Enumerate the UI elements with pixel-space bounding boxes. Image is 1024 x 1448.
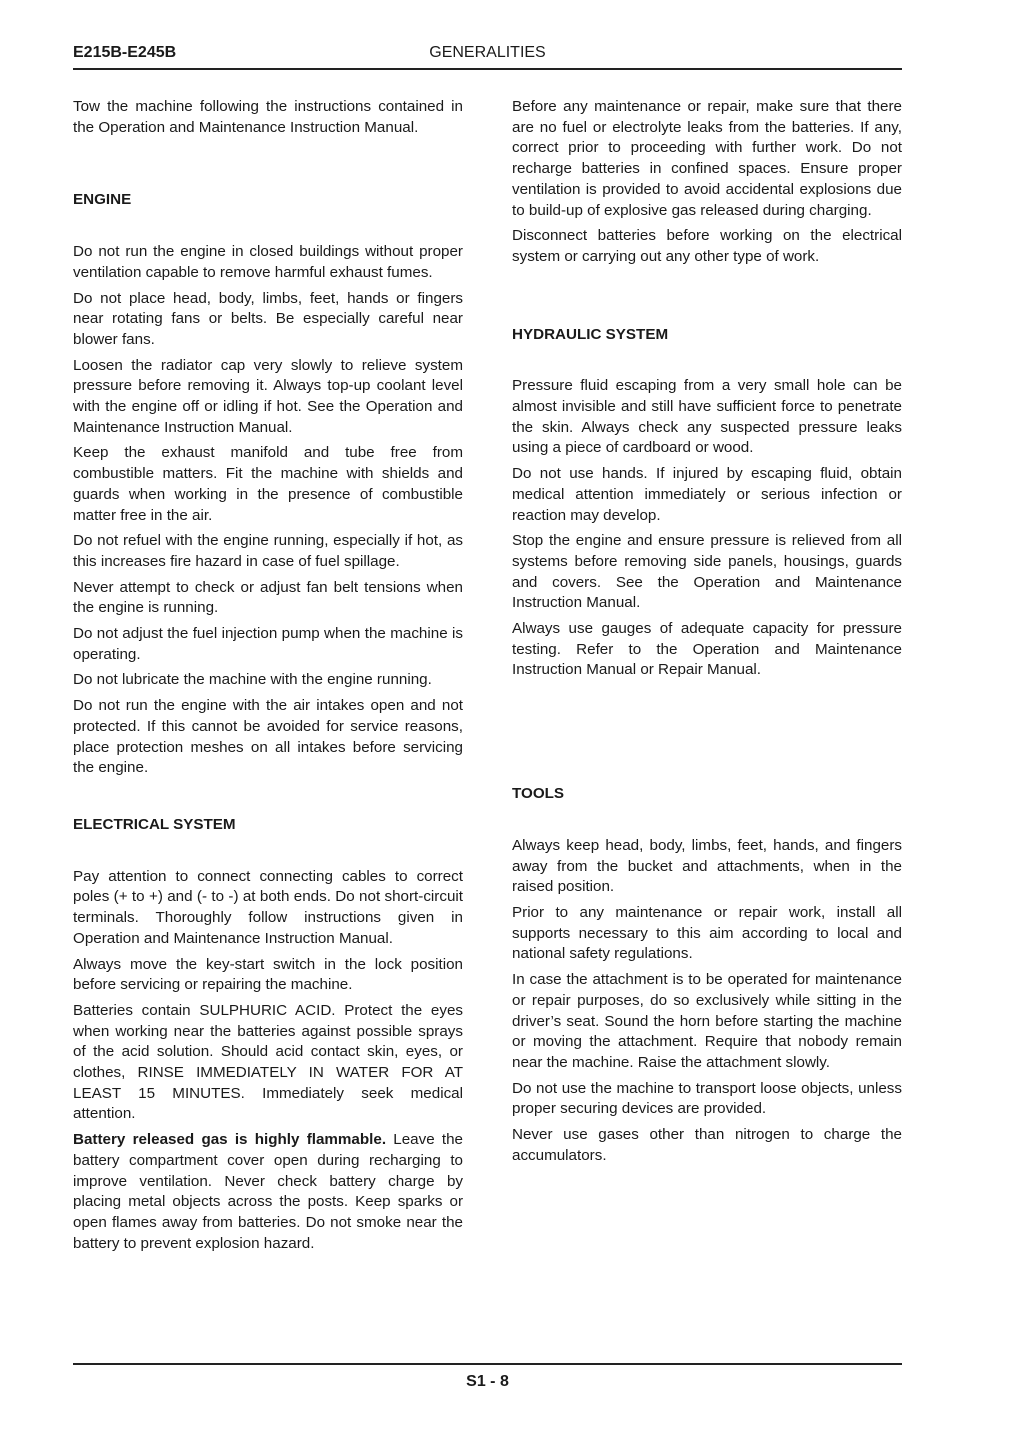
tools-paragraph: In case the attachment is to be operated for maintenance or repair purposes, do so exclusively while sitting in the driver’s seat. Sound the horn before starting the machine or moving the attachment. Require that nobody remain near the machine. Raise the attachment slowly. (512, 971, 902, 1071)
model-code: E215B-E245B (73, 44, 177, 61)
tow-paragraph: Tow the machine following the instructions contained in the Operation and Maintenance Instruction Manual. (73, 98, 463, 136)
left-column (73, 97, 463, 1259)
engine-paragraph: Do not place head, body, limbs, feet, hands or fingers near rotating fans or belts. Be especially careful near blower fans. (73, 289, 463, 348)
tools-paragraph: Always keep head, body, limbs, feet, hands, and fingers away from the bucket and attachments, when in the raised position. (512, 836, 902, 896)
page-footer (73, 1363, 902, 1391)
electrical-paragraph: Batteries contain SULPHURIC ACID. Protect the eyes when working near the batteries against possible sprays of the acid solution. Should acid contact skin, eyes, or clothes, RINSE IMMEDIATELY IN WATER FOR AT LEAST 15 MINUTES. Immediately seek medical attention. (73, 1001, 463, 1123)
battery-paragraph: Disconnect batteries before working on the electrical system or carrying out any other type of work. (512, 227, 902, 265)
hydraulic-section (512, 376, 902, 681)
tools-section (512, 836, 902, 1167)
engine-paragraph: Do not refuel with the engine running, especially if hot, as this increases fire hazard in case of fuel spillage. (73, 532, 463, 570)
engine-paragraph: Keep the exhaust manifold and tube free from combustible matters. Fit the machine with shields and guards when working in the presence of combustible matter free in the air. (73, 444, 463, 524)
page-number: S1 - 8 (466, 1373, 509, 1390)
flammable-warning-paragraph (73, 1130, 463, 1254)
hydraulic-paragraph: Stop the engine and ensure pressure is relieved from all systems before removing side panels, housings, guards and covers. See the Operation and Maintenance Instruction Manual. (512, 532, 902, 612)
engine-paragraph: Do not adjust the fuel injection pump when the machine is operating. (73, 625, 463, 663)
electrical-paragraph: Always move the key-start switch in the lock position before servicing or repairing the machine. (73, 955, 463, 994)
electrical-section (73, 867, 463, 1255)
tools-paragraph: Do not use the machine to transport loose objects, unless proper securing devices are provided. (512, 1079, 902, 1118)
right-column (512, 97, 902, 1171)
hydraulic-paragraph: Do not use hands. If injured by escaping fluid, obtain medical attention immediately or serious infection or reaction may develop. (512, 465, 902, 524)
electrical-heading: ELECTRICAL SYSTEM (73, 815, 236, 833)
hydraulic-paragraph: Always use gauges of adequate capacity for pressure testing. Refer to the Operation and Maintenance Instruction Manual or Repair Manual. (512, 620, 902, 679)
engine-paragraph: Never attempt to check or adjust fan belt tensions when the engine is running. (73, 578, 463, 617)
section-title: GENERALITIES (429, 44, 546, 61)
engine-heading: ENGINE (73, 191, 132, 209)
tools-heading: TOOLS (512, 785, 565, 803)
flammable-warning-lead: Battery released gas is highly flammable. (73, 1131, 387, 1149)
engine-paragraph: Do not run the engine with the air intakes open and not protected. If this cannot be avoided for service reasons, place protection meshes on all intakes before servicing the engine. (73, 697, 463, 777)
engine-paragraph: Do not run the engine in closed buildings without proper ventilation capable to remove harmful exhaust fumes. (73, 243, 463, 281)
engine-section (73, 242, 463, 779)
engine-paragraph: Do not lubricate the machine with the engine running. (73, 671, 432, 689)
electrical-paragraph: Pay attention to connect connecting cables to correct poles (+ to +) and (- to -) at both ends. Do not short-circuit terminals. Thoroughly follow instructions given in Operation and Maintenance Instruction Manual. (73, 867, 463, 947)
battery-paragraph: Before any maintenance or repair, make sure that there are no fuel or electrolyte leaks from the batteries. If any, correct prior to proceeding with further work. Do not recharge batteries in confined spaces. Ensure proper ventilation is provided to avoid accidental explosions due to build-up of explosive gas released during charging. (512, 98, 902, 219)
tools-paragraph: Never use gases other than nitrogen to charge the accumulators. (512, 1126, 902, 1164)
hydraulic-paragraph: Pressure fluid escaping from a very small hole can be almost invisible and still have sufficient force to penetrate the skin. Always check any suspected pressure leaks using a piece of cardboard or wood. (512, 377, 902, 457)
hydraulic-heading: HYDRAULIC SYSTEM (512, 325, 669, 343)
page-header (73, 42, 902, 70)
engine-paragraph: Loosen the radiator cap very slowly to relieve system pressure before removing it. Always top-up coolant level with the engine off or idling if hot. See the Operation and Maintenance Instruction Manual. (73, 356, 463, 436)
tools-paragraph: Prior to any maintenance or repair work, install all supports necessary to this aim according to local and national safety regulations. (512, 903, 902, 963)
flammable-warning-text: Leave the battery compartment cover open during recharging to improve ventilation. Never check battery charge by placing metal objects across the posts. Keep sparks or open flames away from batteries. Do not smoke near the battery to prevent explosion hazard. (73, 1131, 464, 1252)
